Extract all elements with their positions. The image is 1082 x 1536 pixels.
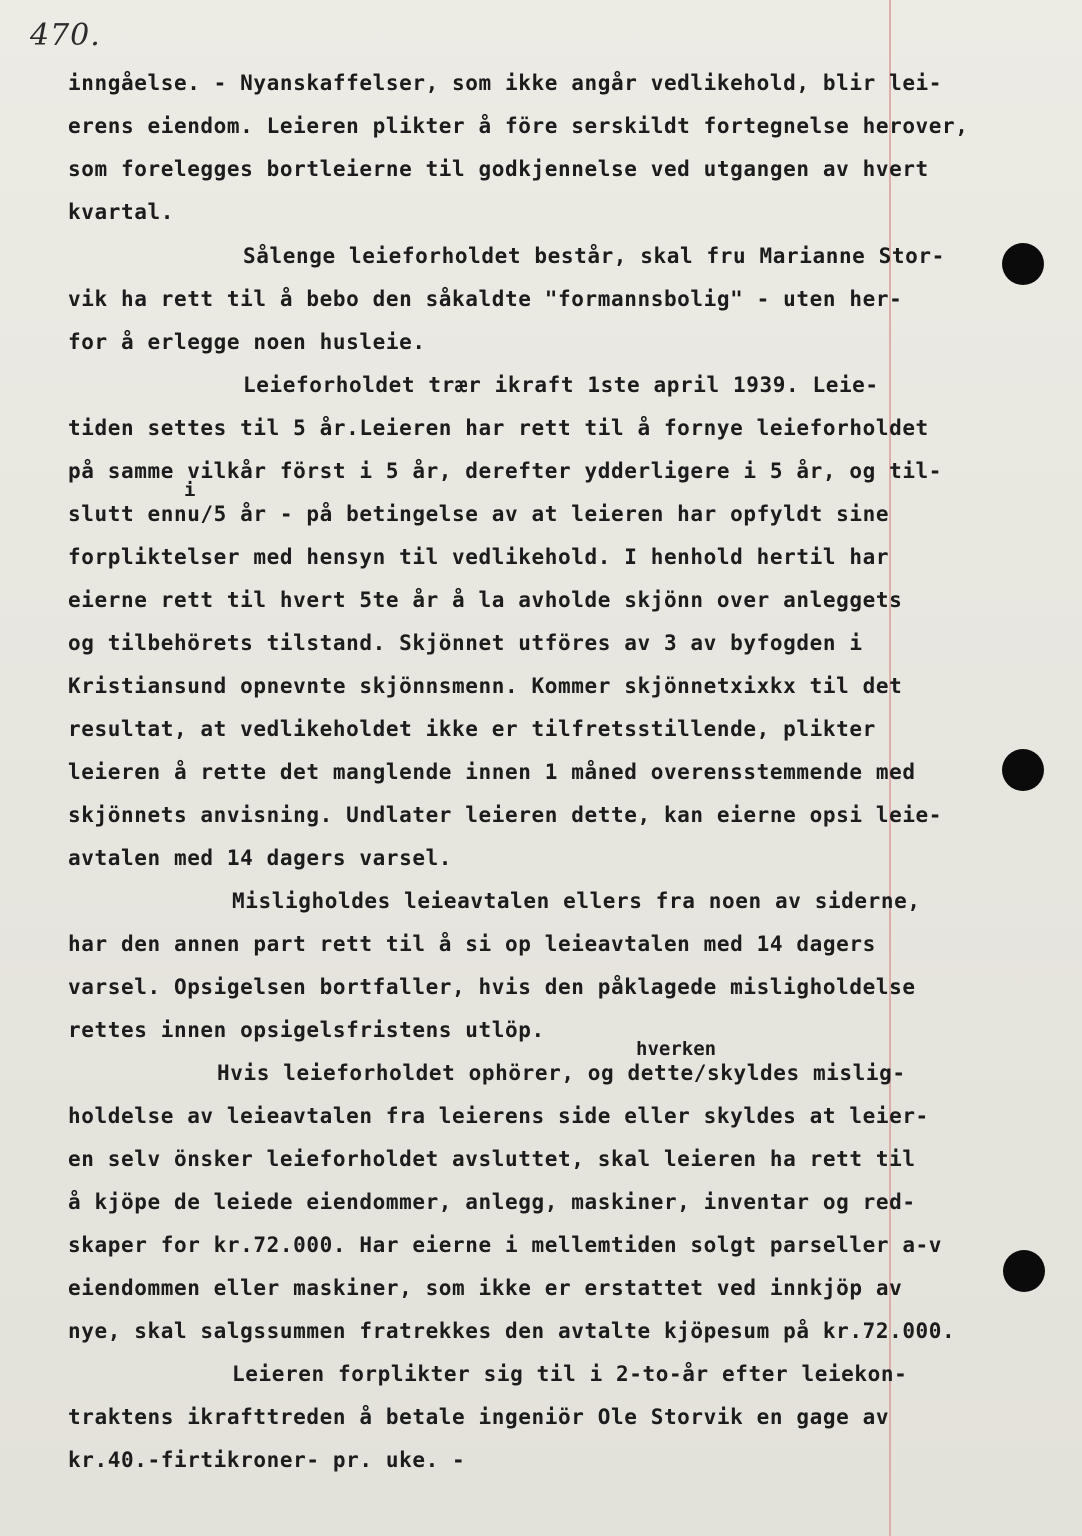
text-line: resultat, at vedlikeholdet ikke er tilfretsstillende, plikter bbox=[68, 717, 876, 741]
text-line: for å erlegge noen husleie. bbox=[68, 330, 426, 354]
text-line: traktens ikrafttreden å betale ingeniör Ole Storvik en gage av bbox=[68, 1405, 890, 1429]
text-line: slutt ennu/5 år - på betingelse av at leieren har opfyldt sine bbox=[68, 502, 890, 526]
text-line: på samme vilkår först i 5 år, derefter ydderligere i 5 år, og til- bbox=[68, 459, 943, 483]
text-line: tiden settes til 5 år.Leieren har rett til å fornye leieforholdet bbox=[68, 416, 929, 440]
text-line: Leieforholdet trær ikraft 1ste april 1939. Leie- bbox=[243, 373, 879, 397]
text-line: nye, skal salgssummen fratrekkes den avtalte kjöpesum på kr.72.000. bbox=[68, 1319, 956, 1343]
text-line: rettes innen opsigelsfristens utlöp. bbox=[68, 1018, 545, 1042]
text-line: skjönnets anvisning. Undlater leieren dette, kan eierne opsi leie- bbox=[68, 803, 943, 827]
interlinear-insert-hverken: hverken bbox=[636, 1038, 717, 1060]
text-line: leieren å rette det manglende innen 1 måned overensstemmende med bbox=[68, 760, 916, 784]
text-line: inngåelse. - Nyanskaffelser, som ikke angår vedlikehold, blir lei- bbox=[68, 71, 943, 95]
text-line: Sålenge leieforholdet består, skal fru Marianne Stor- bbox=[243, 244, 945, 268]
text-line: eierne rett til hvert 5te år å la avholde skjönn over anleggets bbox=[68, 588, 903, 612]
text-line: Kristiansund opnevnte skjönnsmenn. Kommer skjönnetxixkx til det bbox=[68, 674, 903, 698]
page-number: 470. bbox=[30, 18, 101, 53]
text-line: har den annen part rett til å si op leieavtalen med 14 dagers bbox=[68, 932, 876, 956]
text-line: Misligholdes leieavtalen ellers fra noen av siderne, bbox=[232, 889, 921, 913]
text-line: Leieren forplikter sig til i 2-to-år efter leiekon- bbox=[232, 1362, 908, 1386]
punch-hole-middle bbox=[1002, 749, 1044, 791]
text-line: og tilbehörets tilstand. Skjönnet utföres av 3 av byfogden i bbox=[68, 631, 863, 655]
text-line: eiendommen eller maskiner, som ikke er erstattet ved innkjöp av bbox=[68, 1276, 903, 1300]
text-line: skaper for kr.72.000. Har eierne i mellemtiden solgt parseller a-v bbox=[68, 1233, 943, 1257]
text-line: forpliktelser med hensyn til vedlikehold. I henhold hertil har bbox=[68, 545, 890, 569]
text-line: vik ha rett til å bebo den såkaldte "formannsbolig" - uten her- bbox=[68, 287, 903, 311]
text-line: kvartal. bbox=[68, 200, 174, 224]
text-line: Hvis leieforholdet ophörer, og dette/skyldes mislig- bbox=[217, 1061, 906, 1085]
text-line: en selv önsker leieforholdet avsluttet, skal leieren ha rett til bbox=[68, 1147, 916, 1171]
text-line: varsel. Opsigelsen bortfaller, hvis den påklagede misligholdelse bbox=[68, 975, 916, 999]
text-line: erens eiendom. Leieren plikter å före serskildt fortegnelse herover, bbox=[68, 114, 969, 138]
interlinear-insert-i: i bbox=[184, 479, 196, 501]
text-line: avtalen med 14 dagers varsel. bbox=[68, 846, 453, 870]
punch-hole-top bbox=[1002, 243, 1044, 285]
text-line: kr.40.-firtikroner- pr. uke. - bbox=[68, 1448, 466, 1472]
punch-hole-bottom bbox=[1003, 1250, 1045, 1292]
text-line: å kjöpe de leiede eiendommer, anlegg, maskiner, inventar og red- bbox=[68, 1190, 916, 1214]
text-line: som forelegges bortleierne til godkjennelse ved utgangen av hvert bbox=[68, 157, 929, 181]
text-line: holdelse av leieavtalen fra leierens side eller skyldes at leier- bbox=[68, 1104, 929, 1128]
